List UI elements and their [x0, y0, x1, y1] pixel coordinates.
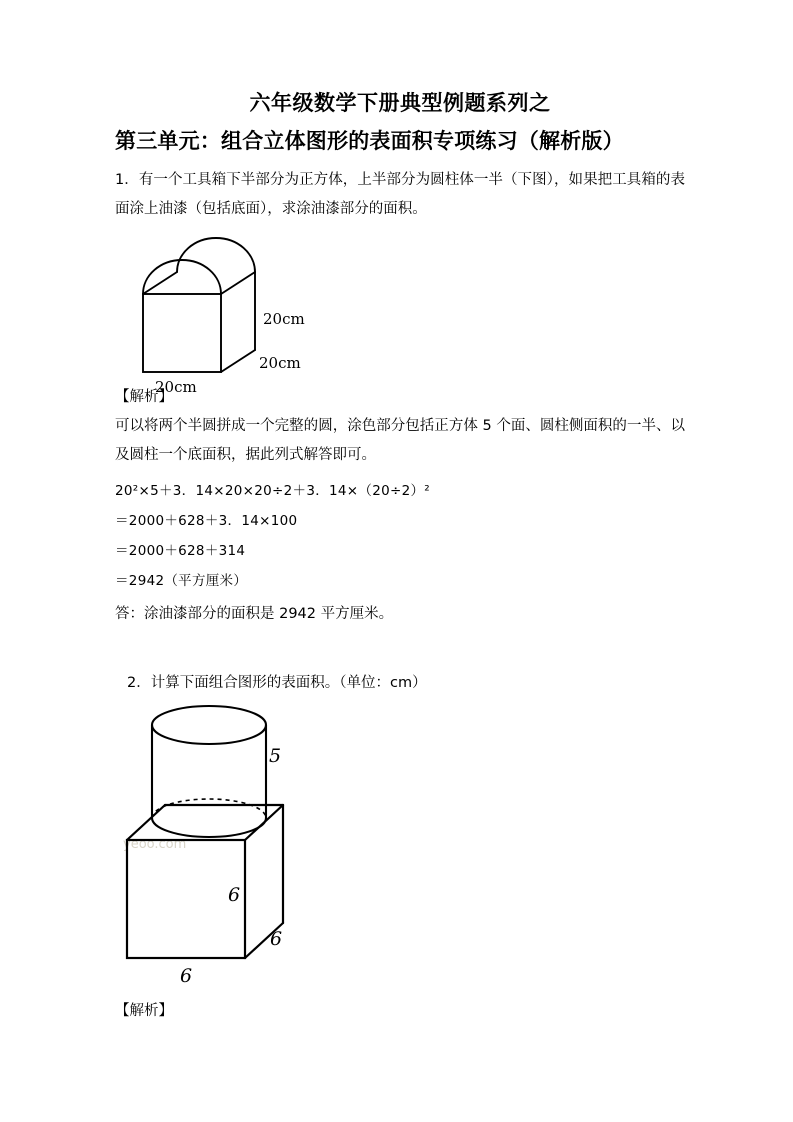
bottom-depth-edge [221, 350, 255, 372]
top-depth-edge [221, 272, 255, 294]
problem-1-math-line-3: ＝2000＋628＋314 [115, 543, 246, 559]
cylinder-on-cube-svg [117, 700, 337, 990]
problem-1-math-line-1: 20²×5＋3．14×20×20÷2＋3．14×（20÷2）² [115, 483, 431, 499]
figure-2-watermark: yeoo.com [123, 837, 187, 852]
figure-1-width-label: 20cm [155, 378, 197, 396]
back-arch [177, 238, 255, 272]
front-face [143, 294, 221, 372]
problem-1-figure [133, 232, 685, 396]
document-title-line-1: 六年级数学下册典型例题系列之 [249, 91, 551, 115]
problem-1-analysis-text: 可以将两个半圆拼成一个完整的圆，涂色部分包括正方体 5 个面、圆柱侧面积的一半、以及圆柱一个底面积，据此列式解答即可。 [115, 418, 685, 463]
front-arch [143, 260, 221, 294]
problem-1-analysis-label: 【解析】 [115, 389, 173, 405]
cylinder-bottom-front [152, 818, 266, 837]
cube-top-right-edge [245, 805, 283, 840]
problem-1-math-line-4: ＝2942（平方厘米） [115, 573, 248, 589]
problem-1-answer: 答：涂油漆部分的面积是 2942 平方厘米。 [115, 606, 394, 622]
cube-with-half-cylinder-svg [133, 232, 333, 396]
cylinder-bottom-hidden [152, 799, 266, 818]
figure-2-cube-height-label: 6 [228, 884, 241, 906]
figure-2-cylinder-height-label: 5 [269, 745, 282, 767]
figure-1-height-label: 20cm [263, 310, 305, 328]
problem-2-statement: 2．计算下面组合图形的表面积。（单位：cm） [127, 675, 427, 691]
problem-2-figure [117, 700, 685, 995]
figure-2-cube-depth-label: 6 [270, 928, 283, 950]
page-content [115, 88, 685, 1026]
apex-ridge [182, 251, 216, 273]
problem-2-analysis-label: 【解析】 [115, 1003, 173, 1019]
cube-top-left-edge [127, 805, 165, 840]
problem-1-statement: 1．有一个工具箱下半部分为正方体，上半部分为圆柱体一半（下图），如果把工具箱的表面涂上油漆（包括底面），求涂油漆部分的面积。 [115, 172, 685, 217]
figure-1-depth-label: 20cm [259, 354, 301, 372]
problem-1-math-line-2: ＝2000＋628＋3．14×100 [115, 513, 298, 529]
figure-2-cube-width-label: 6 [180, 965, 193, 987]
document-title-line-2: 第三单元：组合立体图形的表面积专项练习（解析版） [115, 129, 624, 153]
left-arch-connector [143, 272, 177, 294]
cylinder-top-ellipse [152, 706, 266, 744]
